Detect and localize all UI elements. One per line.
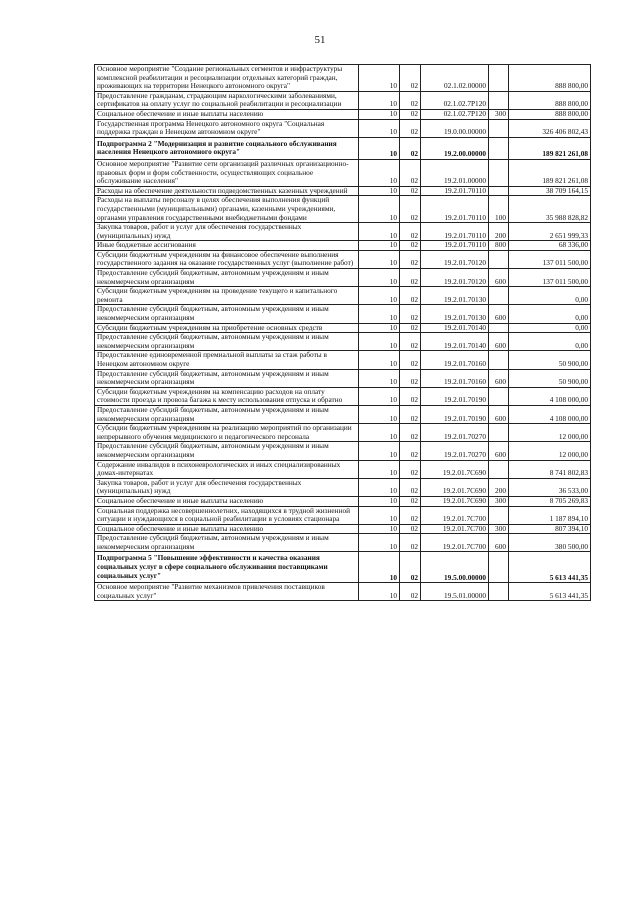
subsection-cell: 02 xyxy=(400,583,421,601)
subsection-cell: 02 xyxy=(400,65,421,92)
subsection-cell: 02 xyxy=(400,196,421,223)
target-article-cell: 02.1.02.00000 xyxy=(421,65,489,92)
subsection-cell: 02 xyxy=(400,137,421,159)
subsection-cell: 02 xyxy=(400,269,421,287)
table-row xyxy=(95,223,591,241)
section-cell: 10 xyxy=(359,369,400,387)
table-row xyxy=(95,351,591,369)
target-article-cell: 19.2.01.70130 xyxy=(421,305,489,323)
target-article-cell: 19.2.01.70130 xyxy=(421,287,489,305)
amount-cell: 36 533,00 xyxy=(509,478,591,496)
row-name-cell: Социальное обеспечение и иные выплаты населению xyxy=(95,109,359,119)
expense-type-cell xyxy=(489,250,509,268)
row-name-cell: Субсидии бюджетным учреждениям на финансовое обеспечение выполнения государственного задания на оказание государственных услуг (выполнение работ) xyxy=(95,250,359,268)
table-row xyxy=(95,460,591,478)
target-article-cell: 19.5.00.00000 xyxy=(421,552,489,583)
table-row xyxy=(95,506,591,524)
row-name-cell: Субсидии бюджетным учреждениям на приобретение основных средств xyxy=(95,323,359,333)
table-row xyxy=(95,478,591,496)
subsection-cell: 02 xyxy=(400,91,421,109)
table-row xyxy=(95,387,591,405)
row-name-cell: Социальное обеспечение и иные выплаты населению xyxy=(95,524,359,534)
target-article-cell: 19.2.01.70160 xyxy=(421,369,489,387)
row-name-cell: Основное мероприятие "Создание региональных сегментов и инфраструктуры комплексной реабилитации и ресоциализации отдельных категорий граждан, проживающих на территории Ненецкого автономного округа" xyxy=(95,65,359,92)
amount-cell: 189 821 261,08 xyxy=(509,159,591,186)
target-article-cell: 19.2.01.7С690 xyxy=(421,460,489,478)
row-name-cell: Субсидии бюджетным учреждениям на проведение текущего и капитального ремонта xyxy=(95,287,359,305)
table-row xyxy=(95,369,591,387)
target-article-cell: 19.2.01.70270 xyxy=(421,442,489,460)
table-row xyxy=(95,241,591,251)
row-name-cell: Субсидии бюджетным учреждениям на компенсацию расходов на оплату стоимости проезда и провоза багажа к месту использования отпуска и обратно xyxy=(95,387,359,405)
amount-cell: 4 108 000,00 xyxy=(509,405,591,423)
amount-cell: 0,00 xyxy=(509,333,591,351)
amount-cell: 5 613 441,35 xyxy=(509,583,591,601)
table-row xyxy=(95,333,591,351)
section-cell: 10 xyxy=(359,223,400,241)
table-row xyxy=(95,323,591,333)
section-cell: 10 xyxy=(359,552,400,583)
subsection-cell: 02 xyxy=(400,186,421,196)
expense-type-cell xyxy=(489,159,509,186)
amount-cell: 326 406 802,43 xyxy=(509,119,591,137)
target-article-cell: 19.2.01.70110 xyxy=(421,241,489,251)
row-name-cell: Предоставление субсидий бюджетным, автономным учреждениям и иным некоммерческим организациям xyxy=(95,442,359,460)
section-cell: 10 xyxy=(359,583,400,601)
amount-cell: 4 108 000,00 xyxy=(509,387,591,405)
subsection-cell: 02 xyxy=(400,369,421,387)
target-article-cell: 02.1.02.7Р120 xyxy=(421,109,489,119)
subsection-cell: 02 xyxy=(400,109,421,119)
section-cell: 10 xyxy=(359,534,400,552)
subsection-cell: 02 xyxy=(400,442,421,460)
amount-cell: 12 000,00 xyxy=(509,442,591,460)
section-cell: 10 xyxy=(359,524,400,534)
expense-type-cell xyxy=(489,460,509,478)
target-article-cell: 19.2.01.7С690 xyxy=(421,478,489,496)
table-row xyxy=(95,65,591,92)
subsection-cell: 02 xyxy=(400,250,421,268)
target-article-cell: 19.2.01.70110 xyxy=(421,196,489,223)
row-name-cell: Расходы на выплаты персоналу в целях обеспечения выполнения функций государственными (муниципальными) органами, казенными учреждениями, органами управления государственными внебюджетными фондами xyxy=(95,196,359,223)
amount-cell: 0,00 xyxy=(509,323,591,333)
section-cell: 10 xyxy=(359,506,400,524)
target-article-cell: 19.2.01.70120 xyxy=(421,269,489,287)
section-cell: 10 xyxy=(359,351,400,369)
budget-table-body xyxy=(95,65,591,601)
table-row xyxy=(95,424,591,442)
target-article-cell: 02.1.02.7Р120 xyxy=(421,91,489,109)
table-row xyxy=(95,287,591,305)
row-name-cell: Иные бюджетные ассигнования xyxy=(95,241,359,251)
expense-type-cell xyxy=(489,351,509,369)
table-row xyxy=(95,524,591,534)
subsection-cell: 02 xyxy=(400,287,421,305)
table-row xyxy=(95,552,591,583)
expense-type-cell: 600 xyxy=(489,269,509,287)
target-article-cell: 19.2.00.00000 xyxy=(421,137,489,159)
amount-cell: 50 900,00 xyxy=(509,369,591,387)
section-cell: 10 xyxy=(359,305,400,323)
row-name-cell: Закупка товаров, работ и услуг для обеспечения государственных (муниципальных) нужд xyxy=(95,223,359,241)
expense-type-cell: 300 xyxy=(489,109,509,119)
row-name-cell: Подпрограмма 5 "Повышение эффективности и качества оказания социальных услуг в сфере социального обслуживания поставщиками социальных услуг" xyxy=(95,552,359,583)
expense-type-cell xyxy=(489,287,509,305)
section-cell: 10 xyxy=(359,478,400,496)
row-name-cell: Предоставление гражданам, страдающим наркологическими заболеваниями, сертификатов на оплату услуг по социальной реабилитации и ресоциализации xyxy=(95,91,359,109)
expense-type-cell xyxy=(489,424,509,442)
section-cell: 10 xyxy=(359,119,400,137)
expense-type-cell xyxy=(489,506,509,524)
table-row xyxy=(95,534,591,552)
expense-type-cell: 600 xyxy=(489,305,509,323)
amount-cell: 807 394,10 xyxy=(509,524,591,534)
row-name-cell: Социальная поддержка несовершеннолетних, находящихся в трудной жизненной ситуации и нуждающихся в социальной реабилитации в условиях стационара xyxy=(95,506,359,524)
amount-cell: 0,00 xyxy=(509,305,591,323)
amount-cell: 888 800,00 xyxy=(509,91,591,109)
target-article-cell: 19.2.01.7С700 xyxy=(421,506,489,524)
expense-type-cell: 600 xyxy=(489,405,509,423)
section-cell: 10 xyxy=(359,269,400,287)
table-row xyxy=(95,119,591,137)
expense-type-cell xyxy=(489,387,509,405)
row-name-cell: Основное мероприятие "Развитие механизмов привлечения поставщиков социальных услуг" xyxy=(95,583,359,601)
amount-cell: 189 821 261,08 xyxy=(509,137,591,159)
amount-cell: 380 500,00 xyxy=(509,534,591,552)
subsection-cell: 02 xyxy=(400,159,421,186)
row-name-cell: Расходы на обеспечение деятельности подведомственных казенных учреждений xyxy=(95,186,359,196)
target-article-cell: 19.2.01.70270 xyxy=(421,424,489,442)
amount-cell: 38 709 164,15 xyxy=(509,186,591,196)
target-article-cell: 19.2.01.00000 xyxy=(421,159,489,186)
amount-cell: 50 900,00 xyxy=(509,351,591,369)
table-row xyxy=(95,91,591,109)
table-row xyxy=(95,250,591,268)
table-row xyxy=(95,196,591,223)
row-name-cell: Закупка товаров, работ и услуг для обеспечения государственных (муниципальных) нужд xyxy=(95,478,359,496)
table-row xyxy=(95,305,591,323)
subsection-cell: 02 xyxy=(400,387,421,405)
section-cell: 10 xyxy=(359,186,400,196)
section-cell: 10 xyxy=(359,159,400,186)
expense-type-cell: 600 xyxy=(489,369,509,387)
target-article-cell: 19.2.01.70110 xyxy=(421,186,489,196)
subsection-cell: 02 xyxy=(400,424,421,442)
amount-cell: 68 336,00 xyxy=(509,241,591,251)
subsection-cell: 02 xyxy=(400,478,421,496)
subsection-cell: 02 xyxy=(400,323,421,333)
target-article-cell: 19.2.01.7С700 xyxy=(421,534,489,552)
section-cell: 10 xyxy=(359,91,400,109)
subsection-cell: 02 xyxy=(400,496,421,506)
row-name-cell: Государственная программа Ненецкого автономного округа "Социальная поддержка граждан в Ненецком автономном округе" xyxy=(95,119,359,137)
row-name-cell: Социальное обеспечение и иные выплаты населению xyxy=(95,496,359,506)
amount-cell: 2 651 999,33 xyxy=(509,223,591,241)
table-row xyxy=(95,496,591,506)
expense-type-cell: 200 xyxy=(489,478,509,496)
section-cell: 10 xyxy=(359,196,400,223)
section-cell: 10 xyxy=(359,424,400,442)
expense-type-cell xyxy=(489,65,509,92)
section-cell: 10 xyxy=(359,460,400,478)
row-name-cell: Предоставление субсидий бюджетным, автономным учреждениям и иным некоммерческим организациям xyxy=(95,534,359,552)
subsection-cell: 02 xyxy=(400,552,421,583)
section-cell: 10 xyxy=(359,65,400,92)
table-row xyxy=(95,109,591,119)
target-article-cell: 19.2.01.70160 xyxy=(421,351,489,369)
budget-table xyxy=(94,64,591,601)
table-row xyxy=(95,159,591,186)
expense-type-cell: 200 xyxy=(489,223,509,241)
row-name-cell: Предоставление субсидий бюджетным, автономным учреждениям и иным некоммерческим организациям xyxy=(95,369,359,387)
expense-type-cell: 600 xyxy=(489,442,509,460)
target-article-cell: 19.5.01.00000 xyxy=(421,583,489,601)
row-name-cell: Предоставление единовременной премиальной выплаты за стаж работы в Ненецком автономном округе xyxy=(95,351,359,369)
expense-type-cell: 600 xyxy=(489,333,509,351)
row-name-cell: Предоставление субсидий бюджетным, автономным учреждениям и иным некоммерческим организациям xyxy=(95,305,359,323)
section-cell: 10 xyxy=(359,333,400,351)
row-name-cell: Субсидии бюджетным учреждениям на реализацию мероприятий по организации непрерывного обучения медицинского и педагогического персонала xyxy=(95,424,359,442)
subsection-cell: 02 xyxy=(400,460,421,478)
subsection-cell: 02 xyxy=(400,119,421,137)
section-cell: 10 xyxy=(359,442,400,460)
target-article-cell: 19.2.01.70140 xyxy=(421,323,489,333)
expense-type-cell xyxy=(489,552,509,583)
section-cell: 10 xyxy=(359,387,400,405)
row-name-cell: Содержание инвалидов в психоневрологических и иных специализированных домах-интернатах xyxy=(95,460,359,478)
amount-cell: 5 613 441,35 xyxy=(509,552,591,583)
expense-type-cell xyxy=(489,323,509,333)
target-article-cell: 19.2.01.70120 xyxy=(421,250,489,268)
target-article-cell: 19.0.00.00000 xyxy=(421,119,489,137)
section-cell: 10 xyxy=(359,287,400,305)
subsection-cell: 02 xyxy=(400,534,421,552)
section-cell: 10 xyxy=(359,405,400,423)
row-name-cell: Предоставление субсидий бюджетным, автономным учреждениям и иным некоммерческим организациям xyxy=(95,405,359,423)
target-article-cell: 19.2.01.7С690 xyxy=(421,496,489,506)
target-article-cell: 19.2.01.70190 xyxy=(421,387,489,405)
amount-cell: 35 988 828,82 xyxy=(509,196,591,223)
subsection-cell: 02 xyxy=(400,223,421,241)
page-number: 51 xyxy=(314,34,326,46)
section-cell: 10 xyxy=(359,496,400,506)
table-row xyxy=(95,442,591,460)
amount-cell: 12 000,00 xyxy=(509,424,591,442)
subsection-cell: 02 xyxy=(400,405,421,423)
subsection-cell: 02 xyxy=(400,351,421,369)
row-name-cell: Основное мероприятие "Развитие сети организаций различных организационно-правовых форм и форм собственности, осуществляющих социальное обслуживание населения" xyxy=(95,159,359,186)
expense-type-cell xyxy=(489,91,509,109)
target-article-cell: 19.2.01.70140 xyxy=(421,333,489,351)
expense-type-cell xyxy=(489,119,509,137)
row-name-cell: Предоставление субсидий бюджетным, автономным учреждениям и иным некоммерческим организациям xyxy=(95,333,359,351)
target-article-cell: 19.2.01.70110 xyxy=(421,223,489,241)
expense-type-cell: 100 xyxy=(489,196,509,223)
amount-cell: 8 741 802,83 xyxy=(509,460,591,478)
subsection-cell: 02 xyxy=(400,241,421,251)
expense-type-cell xyxy=(489,583,509,601)
amount-cell: 1 187 894,10 xyxy=(509,506,591,524)
table-row xyxy=(95,137,591,159)
amount-cell: 0,00 xyxy=(509,287,591,305)
amount-cell: 8 705 269,83 xyxy=(509,496,591,506)
amount-cell: 888 800,00 xyxy=(509,109,591,119)
expense-type-cell: 300 xyxy=(489,496,509,506)
table-row xyxy=(95,583,591,601)
target-article-cell: 19.2.01.7С700 xyxy=(421,524,489,534)
expense-type-cell: 300 xyxy=(489,524,509,534)
row-name-cell: Предоставление субсидий бюджетным, автономным учреждениям и иным некоммерческим организациям xyxy=(95,269,359,287)
table-row xyxy=(95,186,591,196)
expense-type-cell xyxy=(489,186,509,196)
expense-type-cell xyxy=(489,137,509,159)
amount-cell: 888 800,00 xyxy=(509,65,591,92)
subsection-cell: 02 xyxy=(400,506,421,524)
expense-type-cell: 800 xyxy=(489,241,509,251)
table-row xyxy=(95,405,591,423)
table-row xyxy=(95,269,591,287)
section-cell: 10 xyxy=(359,137,400,159)
row-name-cell: Подпрограмма 2 "Модернизация и развитие социального обслуживания населения Ненецкого автономного округа" xyxy=(95,137,359,159)
target-article-cell: 19.2.01.70190 xyxy=(421,405,489,423)
expense-type-cell: 600 xyxy=(489,534,509,552)
section-cell: 10 xyxy=(359,250,400,268)
subsection-cell: 02 xyxy=(400,305,421,323)
subsection-cell: 02 xyxy=(400,524,421,534)
section-cell: 10 xyxy=(359,241,400,251)
section-cell: 10 xyxy=(359,323,400,333)
subsection-cell: 02 xyxy=(400,333,421,351)
amount-cell: 137 011 500,00 xyxy=(509,269,591,287)
section-cell: 10 xyxy=(359,109,400,119)
amount-cell: 137 011 500,00 xyxy=(509,250,591,268)
